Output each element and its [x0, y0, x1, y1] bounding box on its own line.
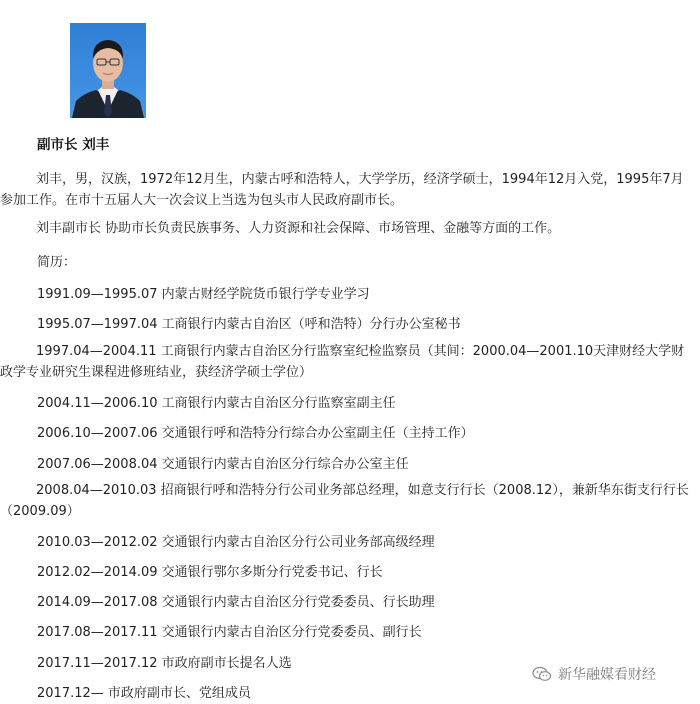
intro-text: 刘丰，男，汉族，1972年12月生，内蒙古呼和浩特人，大学学历，经济学硕士，1994年12月入党，1995年7月参加工作。在市十五届人大一次会议上当选为包头市人民政府副市长。: [0, 172, 684, 208]
resume-item: 2014.09—2017.08 交通银行内蒙古自治区分行党委委员、行长助理: [37, 595, 435, 610]
resume-item: 1991.09—1995.07 内蒙古财经学院货币银行学专业学习: [37, 287, 370, 302]
resume-item: 1995.07—1997.04 工商银行内蒙古自治区（呼和浩特）分行办公室秘书: [37, 317, 461, 332]
resume-item: 2006.10—2007.06 交通银行呼和浩特分行综合办公室副主任（主持工作）: [37, 426, 474, 441]
wechat-icon: [532, 666, 552, 682]
resume-item: 2004.11—2006.10 工商银行内蒙古自治区分行监察室副主任: [37, 396, 396, 411]
portrait-photo: [70, 23, 146, 118]
resume-item: [0, 480, 696, 522]
resume-item: 2012.02—2014.09 交通银行鄂尔多斯分行党委书记、行长: [37, 565, 383, 580]
watermark-text: 新华融媒看财经: [558, 667, 656, 683]
resume-item: [0, 341, 696, 383]
duty-paragraph: [0, 218, 696, 239]
resume-item: 2017.12— 市政府副市长、党组成员: [37, 686, 251, 701]
resume-item: 2010.03—2012.02 交通银行内蒙古自治区分行公司业务部高级经理: [37, 535, 435, 550]
duty-text: 刘丰副市长 协助市长负责民族事务、人力资源和社会保障、市场管理、金融等方面的工作。: [36, 221, 561, 236]
resume-item: 2007.06—2008.04 交通银行内蒙古自治区分行综合办公室主任: [37, 457, 409, 472]
resume-item: 2017.08—2017.11 交通银行内蒙古自治区分行党委委员、副行长: [37, 625, 422, 640]
watermark: [532, 664, 656, 684]
page-title: 副市长 刘丰: [37, 137, 110, 153]
intro-paragraph: [0, 169, 696, 211]
resume-item-text: 2008.04—2010.03 招商银行呼和浩特分行公司业务部总经理，如意支行行长（2008.12），兼新华东街支行行长（2009.09）: [0, 483, 689, 519]
resume-item-text: 1997.04—2004.11 工商银行内蒙古自治区分行监察室纪检监察员（其间：2000.04—2001.10天津财经大学财政学专业研究生课程进修班结业，获经济学硕士学位）: [0, 344, 685, 380]
resume-heading: 简历：: [37, 255, 77, 270]
resume-item: 2017.11—2017.12 市政府副市长提名人选: [37, 656, 292, 671]
